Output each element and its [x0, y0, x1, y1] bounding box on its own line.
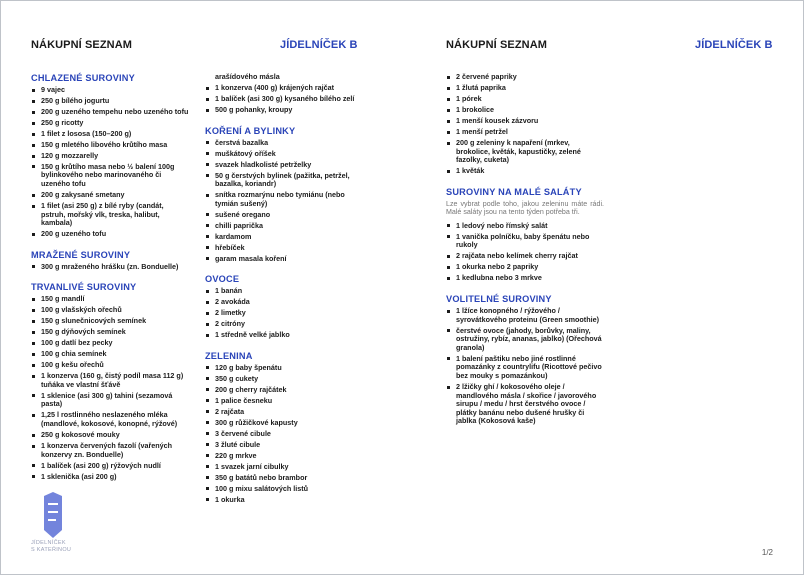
list-item: 1 palice česneku — [205, 397, 363, 406]
list-item: 3 žluté cibule — [205, 441, 363, 450]
list-item: 1 konzerva červených fazolí (vařených konzervy zn. Bonduelle) — [31, 442, 189, 459]
list-item: 200 g uzeného tofu — [31, 230, 189, 239]
list-item: 1 sklenice (asi 300 g) tahini (sezamová pasta) — [31, 392, 189, 409]
list-item: 1 balíček (asi 300 g) kysaného bílého zelí — [205, 95, 363, 104]
list-item: 50 g čerstvých bylinek (pažitka, petržel, bazalka, koriandr) — [205, 172, 363, 189]
list-item: hřebíček — [205, 244, 363, 253]
list-item: 200 g zeleniny k napaření (mrkev, brokolice, květák, kapustičky, zelené fazolky, cuketa) — [446, 139, 604, 165]
list-item: 1 svazek jarní cibulky — [205, 463, 363, 472]
list-item: 200 g uzeného tempehu nebo uzeného tofu — [31, 108, 189, 117]
list-item: 100 g chia semínek — [31, 350, 189, 359]
list-durable — [31, 295, 189, 481]
list-item: 220 g mrkve — [205, 452, 363, 461]
list-item: 1 menší petržel — [446, 128, 604, 137]
list-item: 1 filet z lososa (150–200 g) — [31, 130, 189, 139]
list-item: 120 g baby špenátu — [205, 364, 363, 373]
list-item: 1 kedlubna nebo 3 mrkve — [446, 274, 604, 283]
list-item: 300 g růžičkové kapusty — [205, 419, 363, 428]
section-title-salads: SUROVINY NA MALÉ SALÁTY — [446, 186, 582, 197]
list-item: 150 g dýňových semínek — [31, 328, 189, 337]
list-item: 150 g krůtího masa nebo ½ balení 100g bylinkového nebo marinovaného či uzeného tofu — [31, 163, 189, 189]
list-item: 350 g cukety — [205, 375, 363, 384]
list-item: 1 květák — [446, 167, 604, 176]
column-2 — [205, 73, 363, 515]
list-item: 1,25 l rostlinného neslazeného mléka (mandlové, kokosové, konopné, rýžové) — [31, 411, 189, 428]
list-item: 1 ledový nebo římský salát — [446, 222, 604, 231]
section-title-frozen: MRAŽENÉ SUROVINY — [31, 249, 131, 260]
list-item: 1 vanička polníčku, baby špenátu nebo rukoly — [446, 233, 604, 250]
list-item: 350 g batátů nebo brambor — [205, 474, 363, 483]
list-item: 150 g slunečnicových semínek — [31, 317, 189, 326]
list-item: 1 konzerva (400 g) krájených rajčat — [205, 84, 363, 93]
section-title-chilled: CHLAZENÉ SUROVINY — [31, 73, 135, 83]
list-chilled — [31, 86, 189, 239]
list-item: 2 rajčata nebo kelímek cherry rajčat — [446, 252, 604, 261]
list-col2-top — [205, 73, 363, 115]
list-item: 3 červené cibule — [205, 430, 363, 439]
list-item: 1 brokolice — [446, 106, 604, 115]
list-optional — [446, 307, 604, 426]
list-item: čerstvé ovoce (jahody, borůvky, maliny, ostružiny, rybíz, ananas, jablko) (Ořechová granola) — [446, 327, 604, 353]
list-item: 100 g mixu salátových listů — [205, 485, 363, 494]
salads-note: Lze vybrat podle toho, jakou zeleninu máte rádi. Malé saláty jsou na tento týden potřeba tři. — [446, 199, 604, 217]
list-item: 1 balení paštiku nebo jiné rostlinné pomazánky z countrylifu (Ricottové pečivo bez mouky s pomazánkou) — [446, 355, 604, 381]
list-item: svazek hladkolisté petrželky — [205, 161, 363, 170]
list-item: 100 g datlí bez pecky — [31, 339, 189, 348]
list-item: 150 g mletého libového krůtího masa — [31, 141, 189, 150]
list-item: 1 menší kousek zázvoru — [446, 117, 604, 126]
logo-text-2: S KATEŘINOU — [31, 546, 72, 553]
section-title-optional: VOLITELNÉ SUROVINY — [446, 293, 552, 304]
list-item: 250 g bílého jogurtu — [31, 97, 189, 106]
list-item: 500 g pohanky, kroupy — [205, 106, 363, 115]
list-item: 1 konzerva (160 g, čistý podíl masa 112 g) tuňáka ve vlastní šťávě — [31, 372, 189, 389]
list-item: 200 g cherry rajčátek — [205, 386, 363, 395]
list-frozen — [31, 263, 189, 272]
logo-text-1: JÍDELNÍČEK — [31, 540, 66, 546]
list-item: 1 lžíce konopného / rýžového / syrovátkového proteinu (Green smoothie) — [446, 307, 604, 324]
column-1 — [31, 73, 189, 492]
list-item: 2 limetky — [205, 309, 363, 318]
list-item: 1 okurka — [205, 496, 363, 505]
list-veg — [205, 364, 363, 504]
list-item: 100 g kešu ořechů — [31, 361, 189, 370]
list-item: sušené oregano — [205, 211, 363, 220]
section-title-durable: TRVANLIVÉ SUROVINY — [31, 282, 137, 293]
list-item: 150 g mandlí — [31, 295, 189, 304]
header-menu-right: JÍDELNÍČEK B — [695, 39, 773, 51]
section-title-spices: KOŘENÍ A BYLINKY — [205, 125, 296, 136]
list-item: arašídového másla — [215, 72, 280, 81]
list-salads — [446, 222, 604, 283]
section-title-fruit: OVOCE — [205, 274, 240, 285]
list-item: 1 balíček (asi 200 g) rýžových nudlí — [31, 462, 189, 471]
list-item: snítka rozmarýnu nebo tymiánu (nebo tymián sušený) — [205, 191, 363, 208]
list-item: čerstvá bazalka — [205, 139, 363, 148]
list-item: 2 avokáda — [205, 298, 363, 307]
list-item: 250 g ricotty — [31, 119, 189, 128]
header-title-right: NÁKUPNÍ SEZNAM — [446, 39, 548, 51]
list-item: 300 g mraženého hrášku (zn. Bonduelle) — [31, 263, 189, 272]
list-item: 250 g kokosové mouky — [31, 431, 189, 440]
page-number: 1/2 — [761, 548, 773, 557]
list-item: 1 filet (asi 250 g) z bílé ryby (candát, pstruh, mořský vlk, treska, halibut, kambala) — [31, 202, 189, 228]
list-item: garam masala koření — [205, 255, 363, 264]
list-col3-top — [446, 73, 604, 176]
list-item: 9 vajec — [31, 86, 189, 95]
section-title-veg: ZELENINA — [205, 350, 253, 361]
list-item: 120 g mozzarelly — [31, 152, 189, 161]
logo — [31, 490, 86, 560]
list-item: 100 g vlašských ořechů — [31, 306, 189, 315]
list-item: kardamom — [205, 233, 363, 242]
list-item: 200 g zakysané smetany — [31, 191, 189, 200]
list-fruit — [205, 287, 363, 340]
list-item: 2 rajčata — [205, 408, 363, 417]
column-3 — [446, 73, 604, 437]
list-item: 1 sklenička (asi 200 g) — [31, 473, 189, 482]
list-item: 2 lžičky ghí / kokosového oleje / mandlového másla / skořice / javorového sirupu / medu / hrst čerstvého ovoce / plátky banánu nebo dušené hrušky či jablka (Kokosová kaše) — [446, 383, 604, 426]
logo-icon — [40, 490, 66, 540]
list-item: 1 okurka nebo 2 papriky — [446, 263, 604, 272]
list-item: chilli paprička — [205, 222, 363, 231]
list-item: 1 žlutá paprika — [446, 84, 604, 93]
list-item: 2 červené papriky — [446, 73, 604, 82]
list-item: 1 banán — [205, 287, 363, 296]
header-menu-left: JÍDELNÍČEK B — [280, 39, 358, 51]
header-title-left: NÁKUPNÍ SEZNAM — [31, 39, 133, 51]
list-item: 1 středně velké jablko — [205, 331, 363, 340]
list-spices — [205, 139, 363, 264]
list-item: muškátový oříšek — [205, 150, 363, 159]
list-item: 2 citróny — [205, 320, 363, 329]
list-item: 1 pórek — [446, 95, 604, 104]
